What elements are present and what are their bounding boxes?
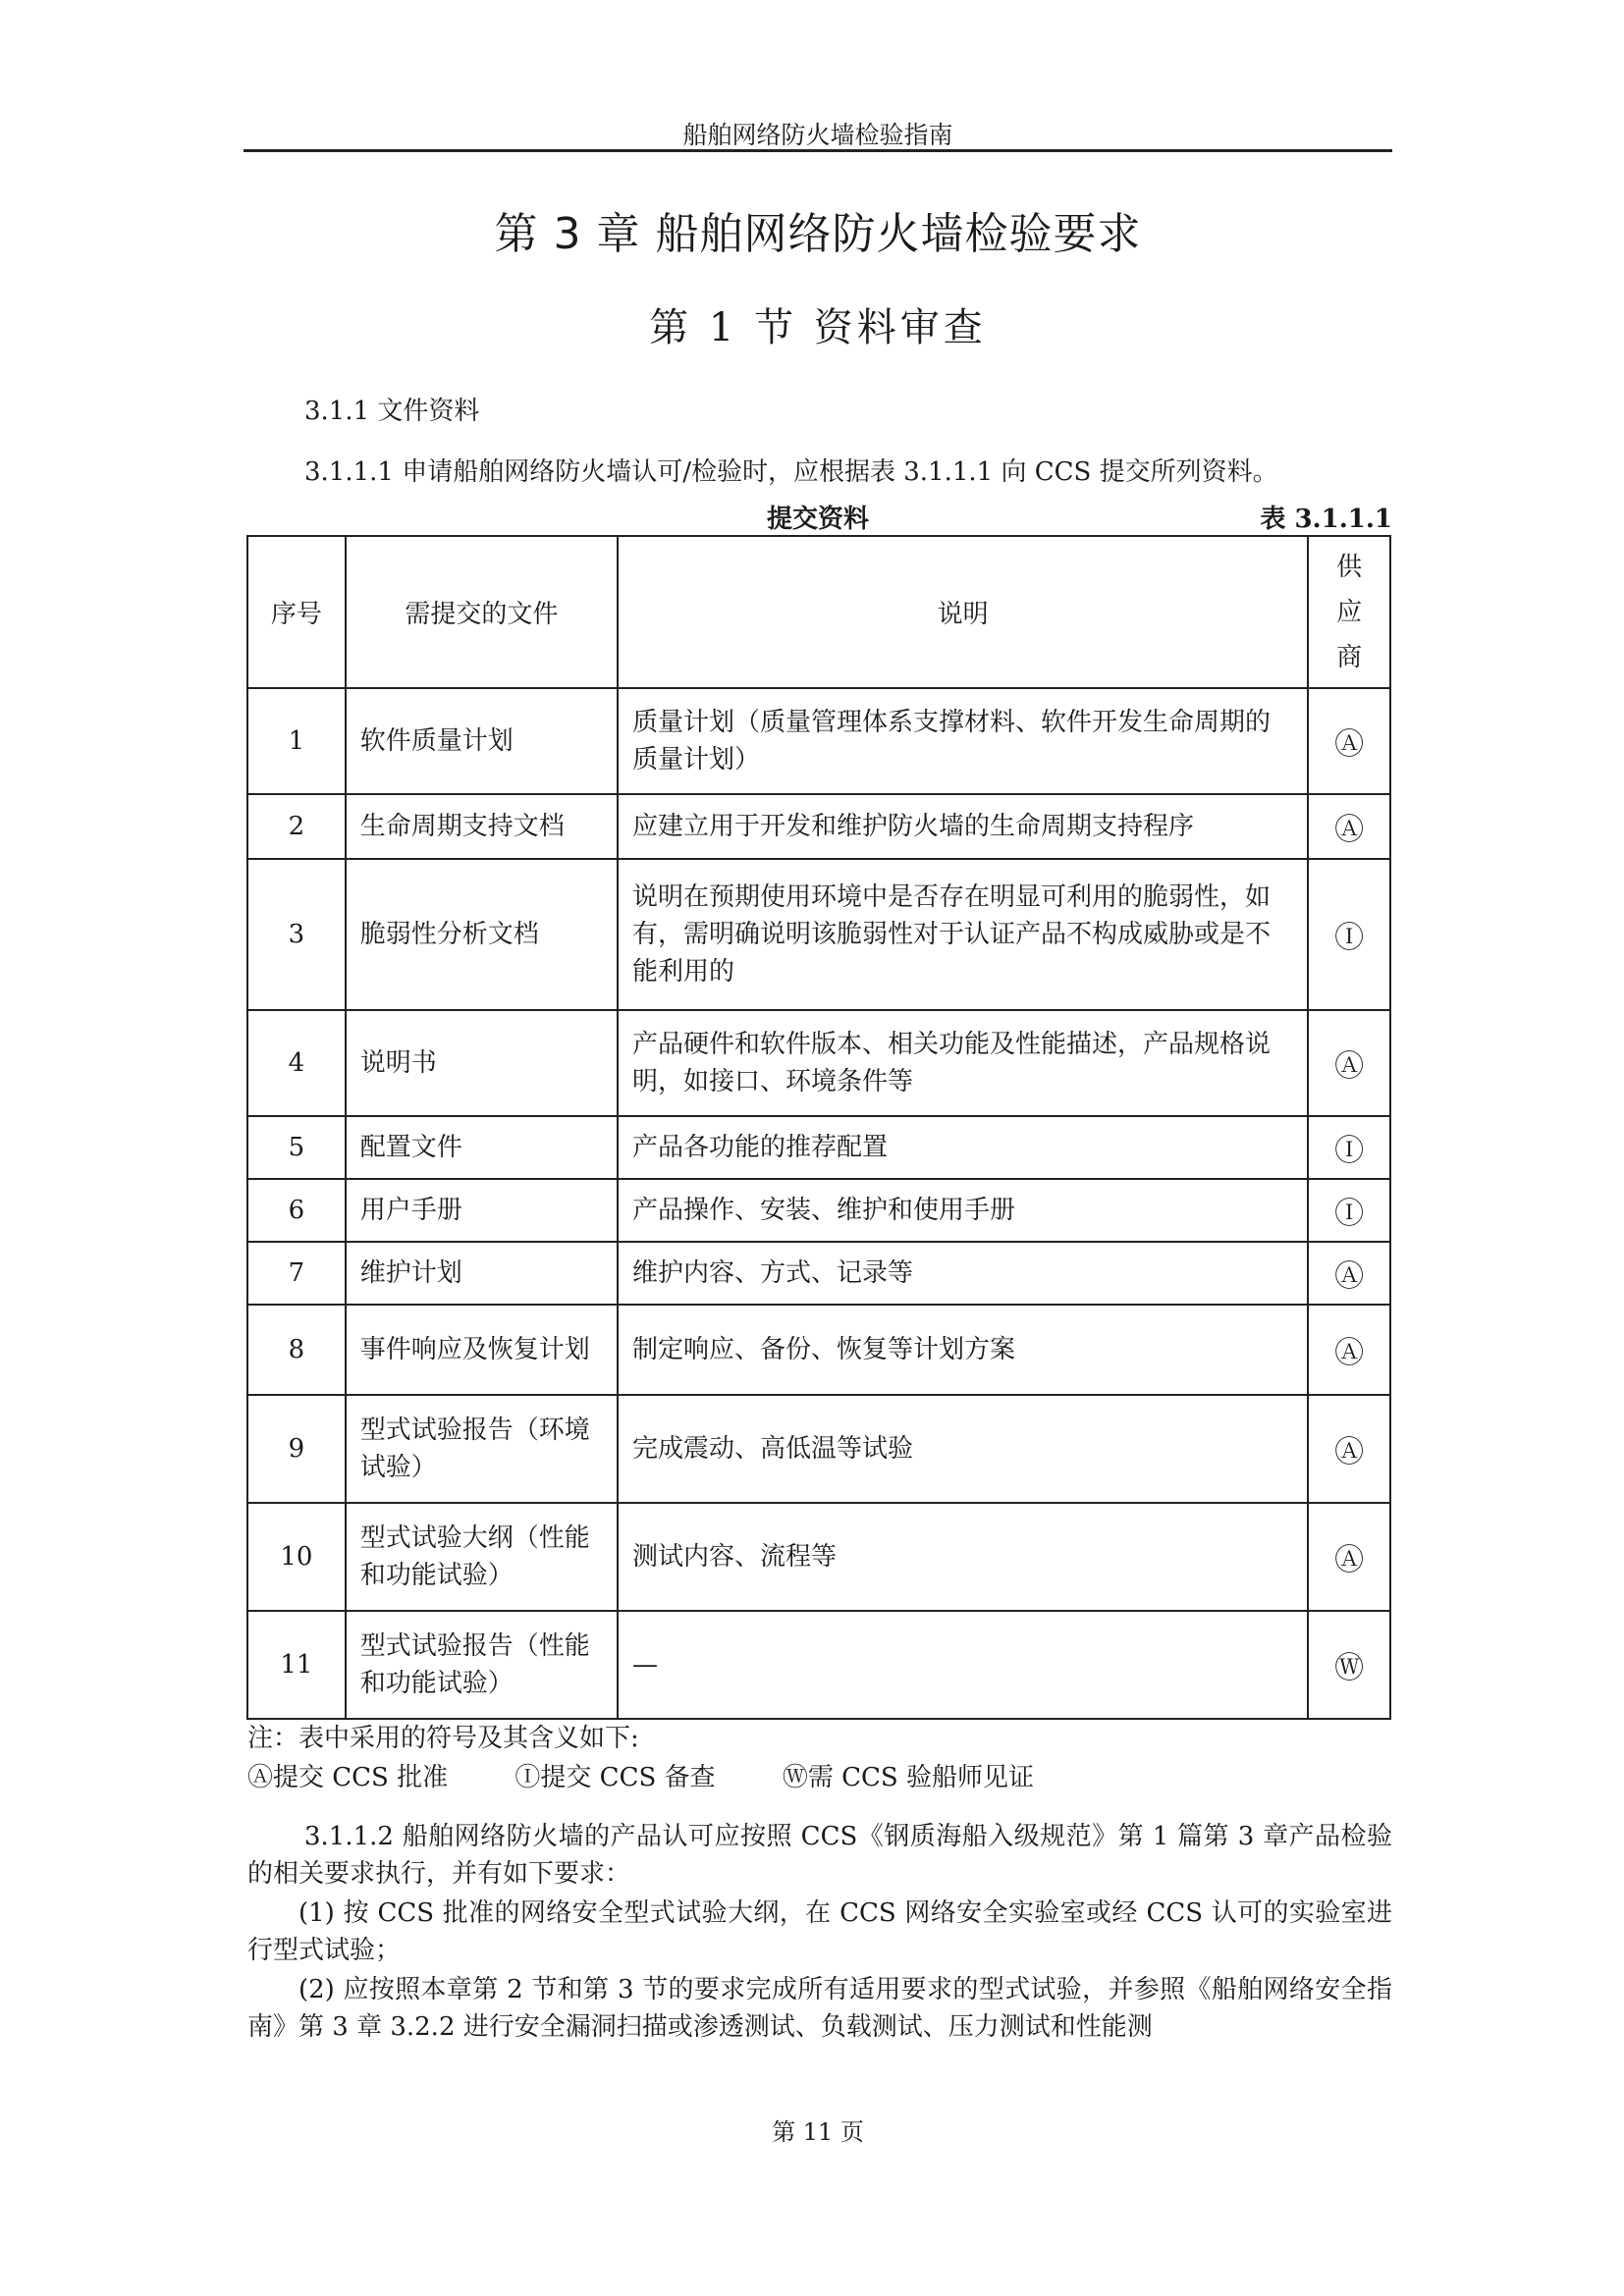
row-no: 11 <box>247 1611 346 1719</box>
header-document: 需提交的文件 <box>346 536 618 688</box>
row-mark: Ⓘ <box>1308 1116 1390 1179</box>
row-document: 型式试验大纲（性能和功能试验） <box>346 1503 618 1611</box>
row-document: 用户手册 <box>346 1179 618 1242</box>
header-no: 序号 <box>247 536 346 688</box>
row-mark: Ⓐ <box>1308 1305 1390 1395</box>
header-supplier-char: 应 <box>1336 597 1363 627</box>
row-document: 型式试验报告（性能和功能试验） <box>346 1611 618 1719</box>
legend-approval: Ⓐ提交 CCS 批准 <box>247 1763 449 1792</box>
paragraph-item-1: (1) 按 CCS 批准的网络安全型式试验大纲，在 CCS 网络安全实验室或经 CCS 认可的实验室进行型式试验； <box>247 1898 1392 1965</box>
row-no: 7 <box>247 1242 346 1305</box>
legend-witness: Ⓦ需 CCS 验船师见证 <box>782 1763 1034 1792</box>
header-supplier-char: 商 <box>1336 642 1363 672</box>
section-title: 第 1 节 资料审查 <box>649 305 987 350</box>
row-description: 说明在预期使用环境中是否存在明显可利用的脆弱性，如有，需明确说明该脆弱性对于认证产品不构成威胁或是不能利用的 <box>618 859 1308 1010</box>
header-supplier <box>1308 536 1390 688</box>
table-caption-title: 提交资料 <box>766 505 869 534</box>
row-mark: Ⓐ <box>1308 1395 1390 1503</box>
row-no: 2 <box>247 794 346 859</box>
symbol-legend <box>247 1759 1093 1796</box>
clause-intro: 3.1.1.1 申请船舶网络防火墙认可/检验时，应根据表 3.1.1.1 向 CCS 提交所列资料。 <box>304 457 1278 487</box>
chapter-title: 第 3 章 船舶网络防火墙检验要求 <box>494 209 1142 259</box>
row-document: 脆弱性分析文档 <box>346 859 618 1010</box>
row-mark: Ⓐ <box>1308 1503 1390 1611</box>
running-header: 船舶网络防火墙检验指南 <box>682 121 953 149</box>
row-no: 9 <box>247 1395 346 1503</box>
row-mark: Ⓘ <box>1308 1179 1390 1242</box>
row-no: 5 <box>247 1116 346 1179</box>
table-row <box>247 1395 1390 1503</box>
row-description: 维护内容、方式、记录等 <box>618 1242 1308 1305</box>
row-description: 产品操作、安装、维护和使用手册 <box>618 1179 1308 1242</box>
table-caption <box>244 499 1392 534</box>
header-description: 说明 <box>618 536 1308 688</box>
row-document: 事件响应及恢复计划 <box>346 1305 618 1395</box>
header-rule <box>244 149 1392 152</box>
row-mark: Ⓐ <box>1308 794 1390 859</box>
row-description: 产品硬件和软件版本、相关功能及性能描述，产品规格说明，如接口、环境条件等 <box>618 1010 1308 1116</box>
clause-heading: 3.1.1 文件资料 <box>304 397 480 426</box>
row-description: 产品各功能的推荐配置 <box>618 1116 1308 1179</box>
table-row <box>247 1116 1390 1179</box>
row-document: 维护计划 <box>346 1242 618 1305</box>
row-no: 3 <box>247 859 346 1010</box>
table-row <box>247 1010 1390 1116</box>
row-mark: Ⓐ <box>1308 1242 1390 1305</box>
paragraph-item-2: (2) 应按照本章第 2 节和第 3 节的要求完成所有适用要求的型式试验，并参照《船舶网络安全指南》第 3 章 3.2.2 进行安全漏洞扫描或渗透测试、负载测试、压力测试和性能测 <box>247 1975 1392 2042</box>
table-row <box>247 1503 1390 1611</box>
row-document: 软件质量计划 <box>346 688 618 794</box>
table-row <box>247 1242 1390 1305</box>
submission-table <box>246 535 1391 1720</box>
table-row <box>247 1179 1390 1242</box>
legend-information: Ⓘ提交 CCS 备查 <box>514 1763 716 1792</box>
row-document: 生命周期支持文档 <box>346 794 618 859</box>
row-description: — <box>618 1611 1308 1719</box>
paragraph-3-1-1-2: 3.1.1.2 船舶网络防火墙的产品认可应按照 CCS《钢质海船入级规范》第 1 篇第 3 章产品检验的相关要求执行，并有如下要求： <box>247 1822 1392 1889</box>
row-document: 说明书 <box>346 1010 618 1116</box>
table-row <box>247 1611 1390 1719</box>
table-row <box>247 794 1390 859</box>
row-document: 型式试验报告（环境试验） <box>346 1395 618 1503</box>
row-no: 4 <box>247 1010 346 1116</box>
table-row <box>247 1305 1390 1395</box>
row-mark: Ⓦ <box>1308 1611 1390 1719</box>
table-note: 注：表中采用的符号及其含义如下: <box>247 1724 639 1753</box>
row-no: 6 <box>247 1179 346 1242</box>
row-description: 测试内容、流程等 <box>618 1503 1308 1611</box>
page-number: 第 11 页 <box>772 2118 864 2146</box>
row-description: 质量计划（质量管理体系支撑材料、软件开发生命周期的质量计划） <box>618 688 1308 794</box>
row-mark: Ⓐ <box>1308 1010 1390 1116</box>
row-description: 制定响应、备份、恢复等计划方案 <box>618 1305 1308 1395</box>
row-description: 完成震动、高低温等试验 <box>618 1395 1308 1503</box>
row-document: 配置文件 <box>346 1116 618 1179</box>
table-header-row <box>247 536 1390 688</box>
row-mark: Ⓐ <box>1308 688 1390 794</box>
table-row <box>247 688 1390 794</box>
header-supplier-char: 供 <box>1336 552 1363 582</box>
row-description: 应建立用于开发和维护防火墙的生命周期支持程序 <box>618 794 1308 859</box>
table-number: 表 3.1.1.1 <box>1260 505 1392 534</box>
row-mark: Ⓘ <box>1308 859 1390 1010</box>
row-no: 1 <box>247 688 346 794</box>
table-row <box>247 859 1390 1010</box>
row-no: 8 <box>247 1305 346 1395</box>
row-no: 10 <box>247 1503 346 1611</box>
